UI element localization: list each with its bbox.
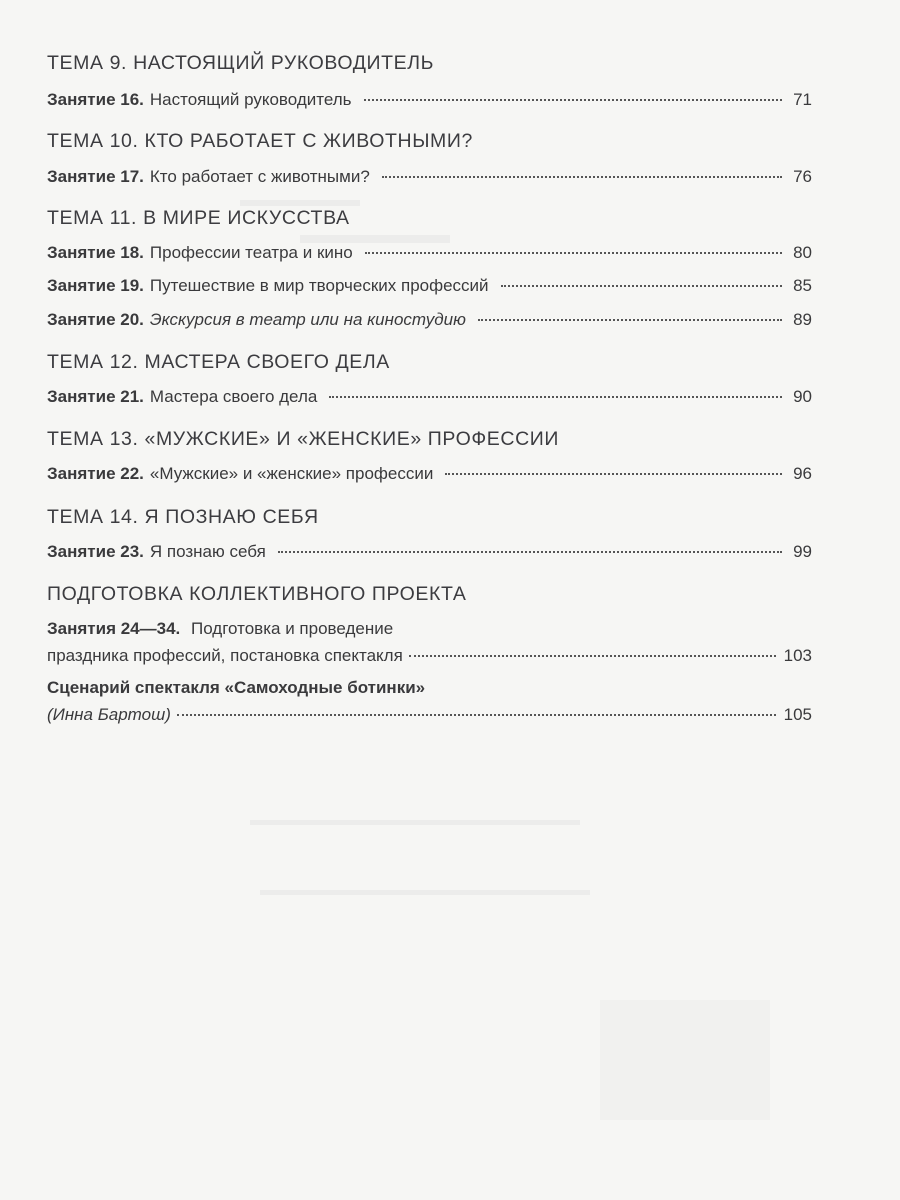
dot-leader [382, 176, 782, 178]
scenario-title: Сценарий спектакля «Самоходные ботинки» [47, 678, 426, 697]
page-number: 103 [783, 646, 812, 665]
topic-heading: ТЕМА 14. Я ПОЗНАЮ СЕБЯ [47, 506, 319, 528]
toc-entry[interactable] [47, 276, 812, 296]
page-number: 90 [793, 387, 812, 406]
dot-leader [329, 396, 782, 398]
topic-heading: ТЕМА 11. В МИРЕ ИСКУССТВА [47, 207, 350, 229]
toc-entry[interactable] [47, 310, 812, 330]
lesson-title: Кто работает с животными? [149, 167, 370, 186]
lesson-title-line2: праздника профессий, постановка спектакля [47, 646, 403, 665]
lesson-label: Занятие 19. [47, 276, 144, 295]
lesson-label: Занятие 23. [47, 542, 144, 561]
dot-leader [278, 551, 782, 553]
topic-heading: ТЕМА 13. «МУЖСКИЕ» И «ЖЕНСКИЕ» ПРОФЕССИИ [47, 428, 559, 450]
dot-leader [478, 319, 782, 321]
bleed-through-mark [600, 1000, 770, 1120]
page-number: 71 [793, 90, 812, 109]
toc-entry[interactable] [47, 678, 812, 725]
lesson-title: Я познаю себя [149, 542, 266, 561]
lesson-title: Настоящий руководитель [149, 90, 352, 109]
dot-leader [445, 473, 782, 475]
page-number: 76 [793, 167, 812, 186]
toc-entry[interactable] [47, 619, 812, 666]
bleed-through-mark [300, 235, 450, 243]
lesson-title: «Мужские» и «женские» профессии [149, 464, 434, 483]
scenario-author: (Инна Бартош) [47, 705, 171, 724]
bleed-through-mark [250, 820, 580, 825]
lesson-label: Занятие 16. [47, 90, 144, 109]
dot-leader [409, 655, 776, 657]
lesson-title: Мастера своего дела [149, 387, 318, 406]
toc-entry[interactable] [47, 167, 812, 187]
toc-entry[interactable] [47, 243, 812, 263]
toc-entry[interactable] [47, 464, 812, 484]
page-number: 80 [793, 243, 812, 262]
lesson-label: Занятие 17. [47, 167, 144, 186]
topic-heading: ТЕМА 12. МАСТЕРА СВОЕГО ДЕЛА [47, 351, 390, 373]
lesson-label: Занятия 24—34. [47, 619, 181, 638]
bleed-through-mark [260, 890, 590, 895]
page-number: 99 [793, 542, 812, 561]
toc-entry[interactable] [47, 90, 812, 110]
dot-leader [364, 99, 782, 101]
topic-heading: ТЕМА 9. НАСТОЯЩИЙ РУКОВОДИТЕЛЬ [47, 52, 435, 74]
toc-entry[interactable] [47, 387, 812, 407]
topic-heading: ТЕМА 10. КТО РАБОТАЕТ С ЖИВОТНЫМИ? [47, 130, 473, 152]
page-number: 105 [783, 705, 812, 724]
lesson-title: Путешествие в мир творческих профессий [149, 276, 489, 295]
page-number: 85 [793, 276, 812, 295]
page-number: 96 [793, 464, 812, 483]
dot-leader [177, 714, 776, 716]
lesson-title: Профессии театра и кино [149, 243, 353, 262]
lesson-label: Занятие 21. [47, 387, 144, 406]
dot-leader [501, 285, 782, 287]
dot-leader [365, 252, 782, 254]
lesson-title: Экскурсия в театр или на киностудию [149, 310, 466, 329]
lesson-label: Занятие 18. [47, 243, 144, 262]
lesson-title-line1: Подготовка и проведение [191, 619, 394, 638]
lesson-label: Занятие 20. [47, 310, 144, 329]
bleed-through-mark [240, 200, 360, 206]
topic-heading: ПОДГОТОВКА КОЛЛЕКТИВНОГО ПРОЕКТА [47, 583, 467, 605]
page-number: 89 [793, 310, 812, 329]
toc-entry[interactable] [47, 542, 812, 562]
lesson-label: Занятие 22. [47, 464, 144, 483]
